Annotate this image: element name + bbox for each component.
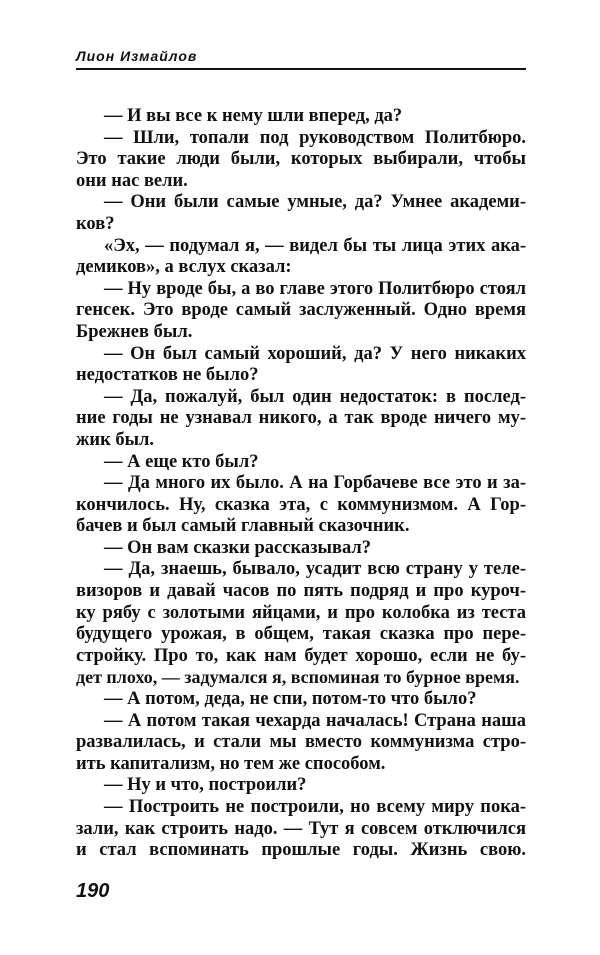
text-line: — Да много их было. А на Горбачеве все это и за-	[104, 473, 526, 494]
text-line: кончилось. Ну, сказка эта, с коммунизмом. А Гор-	[76, 494, 526, 515]
text-line: развалилась, и стали мы вместо коммунизма стро-	[76, 732, 526, 753]
text-line: — А потом такая чехарда началась! Страна наша	[104, 710, 526, 731]
text-line: — Он был самый хороший, да? У него никаких	[104, 343, 526, 364]
text-line: — Ну и что, построили?	[104, 775, 307, 796]
text-line: недостатков не было?	[76, 365, 259, 386]
text-line: ков?	[76, 213, 115, 234]
text-line: ку рябу с золотыми яйцами, и про колобка из теста	[76, 602, 526, 623]
text-line: бачев и был самый главный сказочник.	[76, 516, 410, 537]
text-line: они нас вели.	[76, 170, 188, 191]
page-body-text	[76, 106, 526, 862]
page-number: 190	[76, 880, 110, 902]
text-line: зали, как строить надо. — Тут я совсем отключился	[76, 818, 526, 839]
text-line: — А потом, деда, не спи, потом-то что было?	[104, 689, 477, 710]
text-line: демиков», а вслух сказал:	[76, 257, 292, 278]
text-line: — Да, пожалуй, был один недостаток: в послед-	[104, 386, 526, 407]
text-line: генсек. Это вроде самый заслуженный. Одно время	[76, 300, 526, 321]
text-line: стройку. Про то, как нам будет хорошо, если не бу-	[76, 645, 526, 666]
text-line: — Шли, топали под руководством Политбюро.	[104, 127, 526, 148]
text-line: и стал вспоминать прошлые годы. Жизнь свою.	[76, 840, 526, 861]
text-line: дет плохо, — задумался я, вспоминая то бурное время.	[76, 667, 520, 688]
running-header	[76, 46, 526, 70]
text-line: Брежнев был.	[76, 321, 193, 342]
text-line: — Ну вроде бы, а во главе этого Политбюро стоял	[104, 278, 526, 299]
text-line: — И вы все к нему шли вперед, да?	[104, 106, 403, 126]
text-line: — А еще кто был?	[104, 451, 259, 472]
text-line: будущего урожая, в общем, такая сказка про пере-	[76, 624, 526, 645]
text-line: визоров и давай часов по пять подряд и про куроч-	[76, 581, 526, 602]
author-name: Лион Измайлов	[76, 48, 198, 64]
text-line: ние годы не узнавал никого, а так вроде ничего му-	[76, 408, 526, 429]
text-line: — Построить не построили, но всему миру пока-	[104, 797, 526, 817]
text-line: — Да, знаешь, бывало, усадит всю страну у теле-	[104, 559, 526, 580]
text-line: — Они были самые умные, да? Умнее академи-	[104, 192, 526, 213]
text-line: «Эх, — подумал я, — видел бы ты лица этих ака-	[104, 235, 526, 256]
text-line: Это такие люди были, которых выбирали, чтобы	[76, 149, 526, 170]
text-line: ить капитализм, но тем же способом.	[76, 753, 386, 774]
text-line: жик был.	[76, 429, 155, 450]
text-line: — Он вам сказки рассказывал?	[104, 537, 371, 558]
